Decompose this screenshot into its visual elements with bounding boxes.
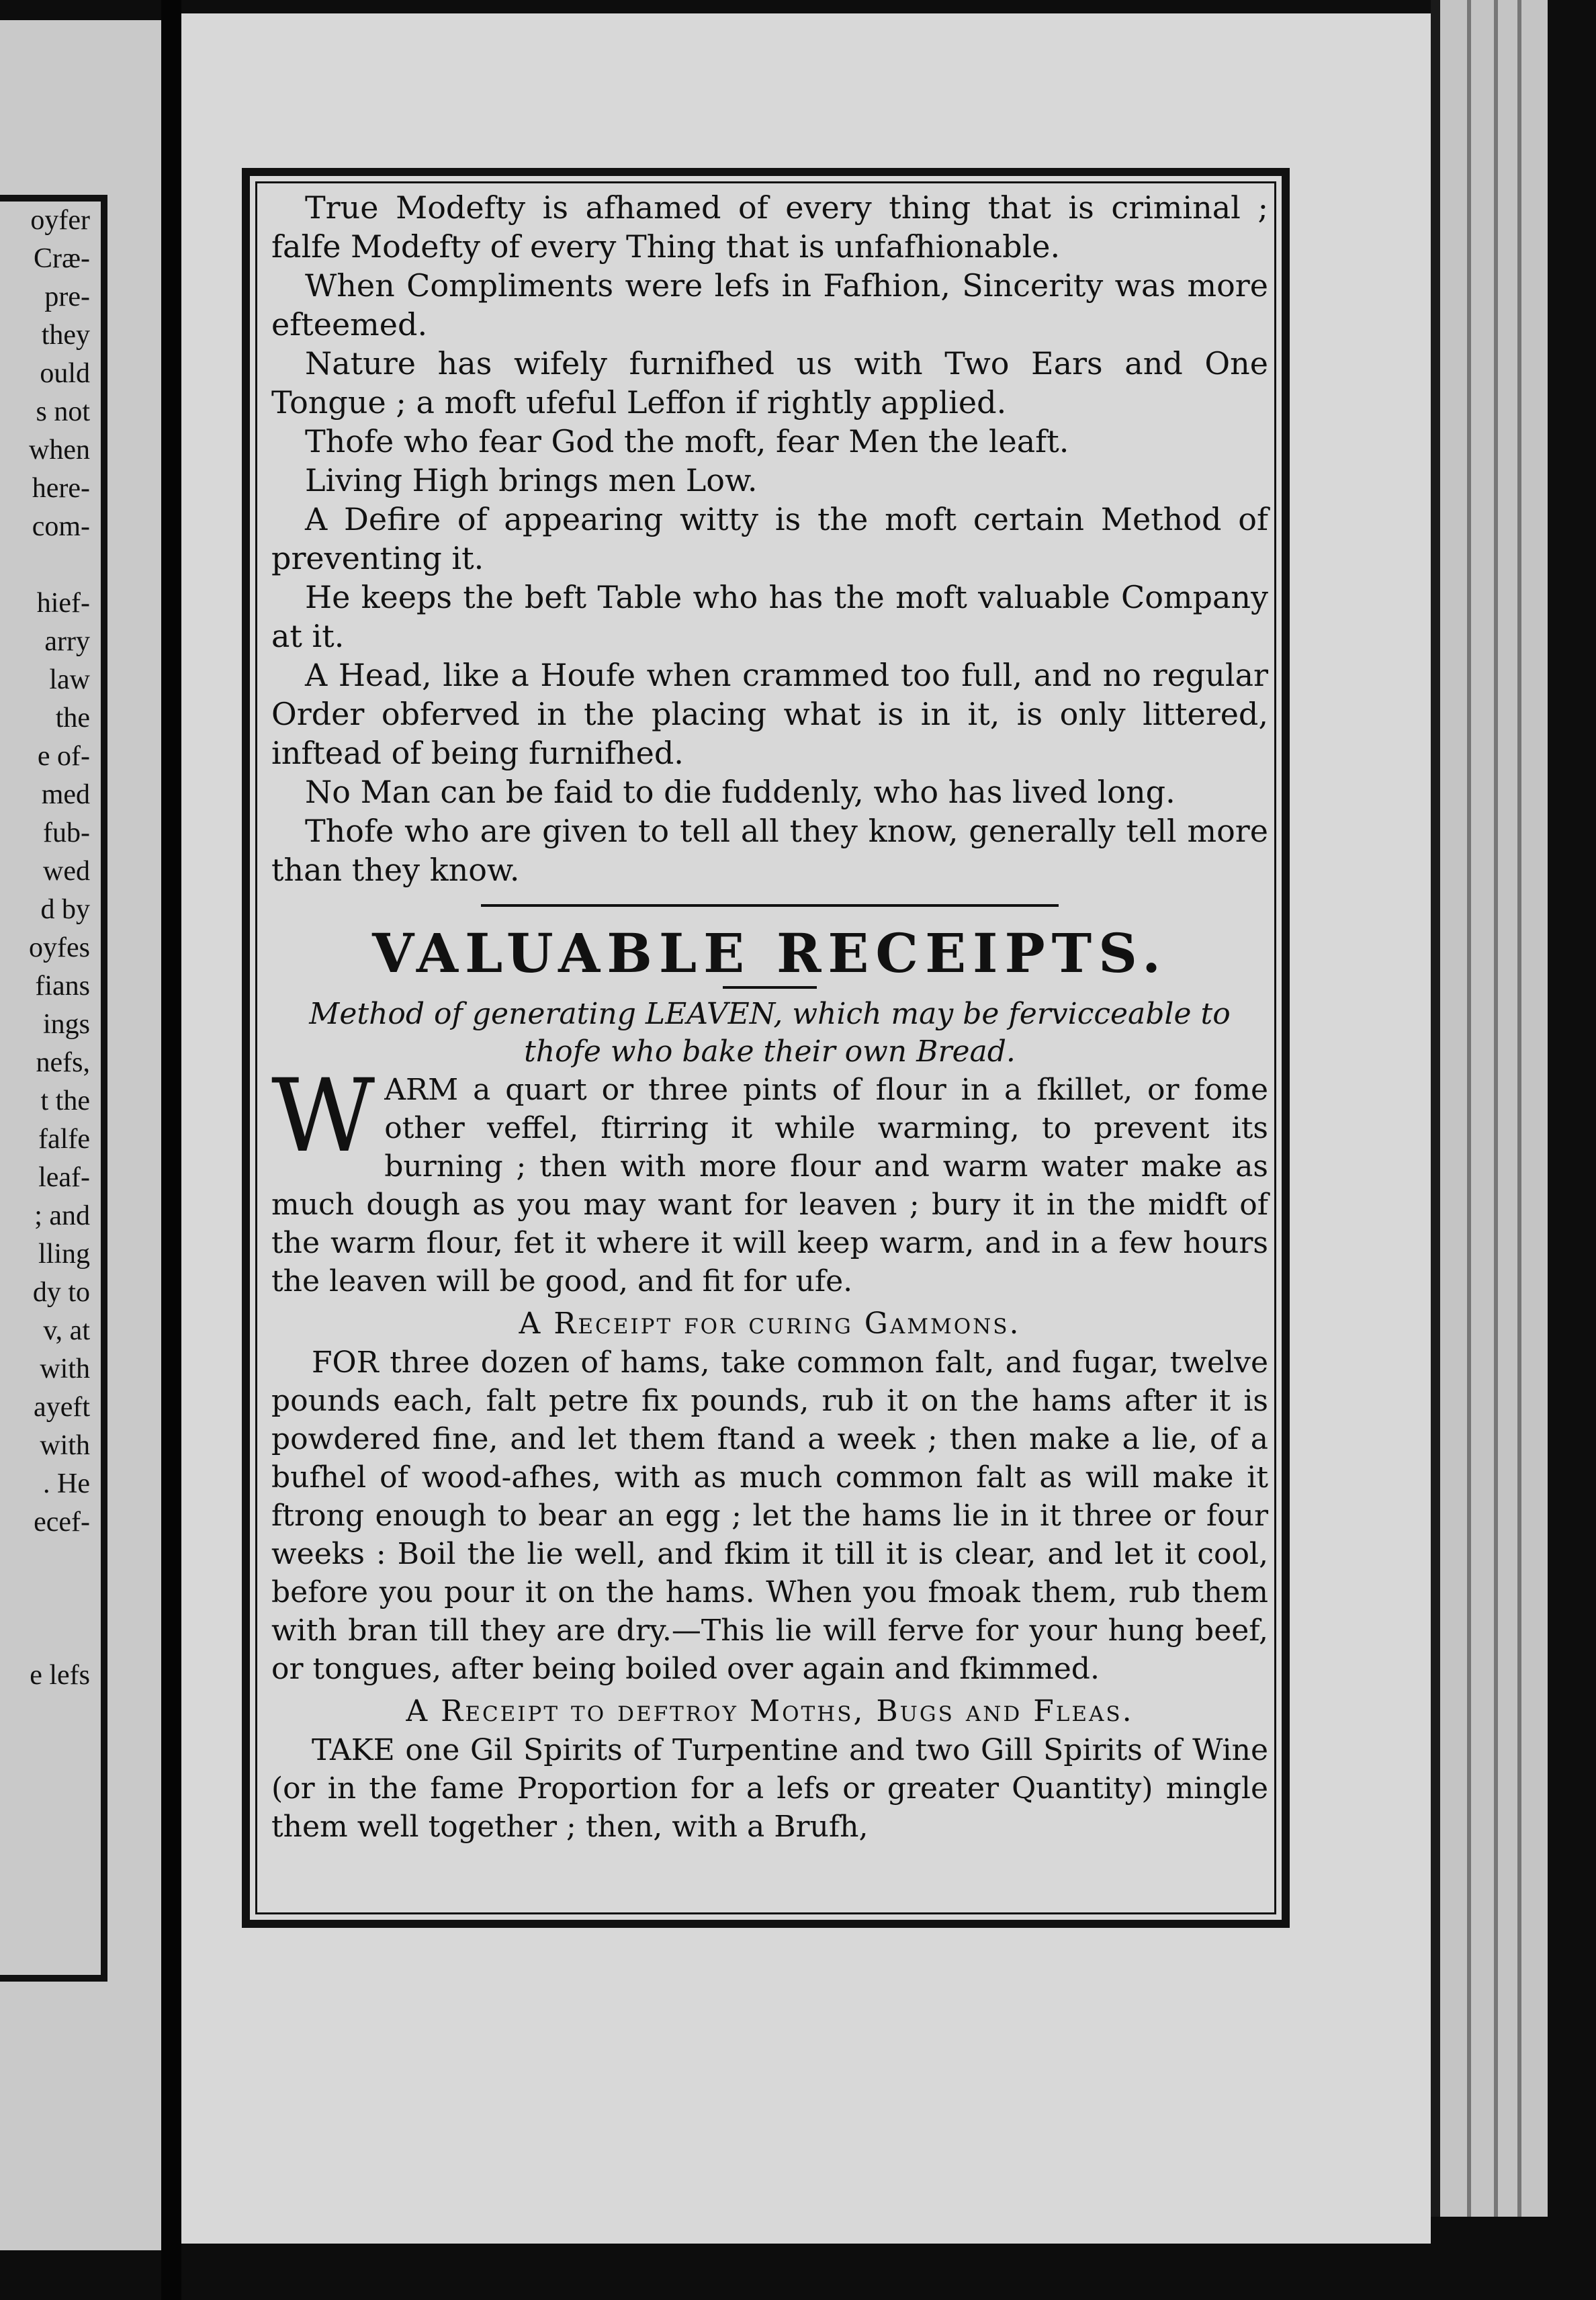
facing-page-line: oyfer	[30, 205, 90, 236]
facing-page-line: com-	[32, 511, 90, 542]
facing-page-line: lling	[38, 1239, 90, 1270]
facing-page-line: pre-	[44, 281, 90, 312]
drop-cap: W	[271, 1058, 375, 1175]
facing-page-line: s not	[36, 396, 90, 427]
facing-page-line: they	[41, 320, 90, 351]
section-divider	[481, 904, 1059, 907]
facing-page-line: nefs,	[36, 1047, 90, 1078]
maxim: Thofe who fear God the moft, fear Men the leaft.	[305, 423, 1069, 459]
facing-page-line: ings	[42, 1009, 90, 1040]
gammons-receipt	[271, 1343, 1268, 1688]
facing-page-line: ; and	[34, 1200, 90, 1231]
maxim: No Man can be faid to die fuddenly, who has lived long.	[305, 774, 1176, 810]
facing-page-line: arry	[44, 626, 90, 657]
moths-receipt	[271, 1731, 1268, 1846]
maxim: Nature has wifely furnifhed us with Two Ears and One Tongue ; a moft ufeful Leffon if rightly applied.	[271, 345, 1268, 421]
facing-page-line: with	[40, 1430, 90, 1461]
facing-page-line	[0, 546, 101, 584]
maxim: Living High brings men Low.	[305, 462, 758, 498]
facing-page-line: med	[41, 779, 90, 810]
facing-page-line: fub-	[43, 817, 90, 848]
page-edges	[1431, 0, 1548, 2217]
gammons-heading: A Receipt for curing Gammons.	[519, 1307, 1021, 1341]
facing-page-line: leaf-	[38, 1162, 90, 1193]
moths-heading: A Receipt to deftroy Moths, Bugs and Fleas.	[406, 1694, 1134, 1728]
title-underline	[723, 986, 817, 989]
facing-page-frame	[0, 195, 107, 1982]
facing-page-line: fians	[35, 971, 90, 1002]
facing-page-line: with	[40, 1354, 90, 1384]
gammons-body: FOR three dozen of hams, take common falt, and fugar, twelve pounds each, falt petre fix pounds, rub it on the hams after it is powdered fine, and let them ftand a week ; then make a lie, of a bufhel of wood-afhes, with as much common falt as will make it ftrong enough to bear an egg ; let the hams lie in it three or four weeks : Boil the lie well, and fkim it till it is clear, and let it cool, before you pour it on the hams. When you fmoak them, rub them with bran till they are dry.—This lie will ferve for your hung beef, or tongues, after being boiled over again and fkimmed.	[271, 1345, 1268, 1686]
facing-page-line: hief-	[36, 588, 90, 619]
facing-page-line: oyfes	[29, 932, 90, 963]
facing-page-line: ecef-	[34, 1507, 90, 1538]
maxim: True Modefty is afhamed of every thing that is criminal ; falfe Modefty of every Thing that is unfafhionable.	[271, 189, 1268, 265]
maxim: A Defire of appearing witty is the moft certain Method of preventing it.	[271, 501, 1268, 576]
leaven-body: ARM a quart or three pints of flour in a fkillet, or fome other veffel, ftirring it while warming, to prevent its burning ; then with more flour and warm water make as much dough as you may want for leaven ; bury it in the midft of the warm flour, fet it where it will keep warm, and in a few hours the leaven will be good, and fit for ufe.	[271, 1073, 1268, 1298]
maxim: He keeps the beft Table who has the moft valuable Company at it.	[271, 579, 1268, 654]
maxim: When Compliments were lefs in Fafhion, Sincerity was more efteemed.	[271, 267, 1268, 343]
facing-page-line: v, at	[43, 1315, 90, 1346]
leaven-receipt	[271, 1058, 1268, 1300]
facing-page-line: law	[49, 664, 90, 695]
facing-page-line: d by	[40, 894, 90, 925]
facing-page-line: ould	[40, 358, 90, 389]
maxim: A Head, like a Houfe when crammed too full, and no regular Order obferved in the placing what is in it, is only littered, inftead of being furnifhed.	[271, 657, 1268, 771]
leaven-heading: Method of generating LEAVEN, which may be fervicceable to thofe who bake their own Bread.	[309, 997, 1231, 1069]
text-frame	[242, 168, 1290, 1928]
maxims-section	[271, 188, 1268, 889]
section-title: VALUABLE RECEIPTS.	[372, 922, 1167, 985]
moths-body: TAKE one Gil Spirits of Turpentine and two Gill Spirits of Wine (or in the fame Proportion for a lefs or greater Quantity) mingle them well together ; then, with a Brufh,	[271, 1733, 1268, 1844]
facing-page-line: . He	[43, 1468, 90, 1499]
facing-page-line: ayeft	[34, 1392, 90, 1423]
facing-page-line: here-	[32, 473, 90, 504]
facing-page-line: the	[55, 703, 90, 734]
facing-page-line	[0, 1580, 101, 1618]
facing-page-line: dy to	[32, 1277, 90, 1308]
facing-page-line: t the	[40, 1086, 90, 1116]
facing-page-line: e of-	[37, 741, 90, 772]
facing-page	[0, 20, 161, 2250]
facing-page-line	[0, 1618, 101, 1656]
facing-page-line: when	[29, 435, 90, 466]
maxim: Thofe who are given to tell all they know, generally tell more than they know.	[271, 813, 1268, 888]
facing-page-line: e lefs	[30, 1660, 90, 1691]
facing-page-line	[0, 1542, 101, 1580]
facing-page-line: falfe	[38, 1124, 90, 1155]
facing-page-line: wed	[43, 856, 90, 887]
facing-page-line: Cræ-	[34, 243, 90, 274]
book-gutter	[161, 0, 181, 2300]
